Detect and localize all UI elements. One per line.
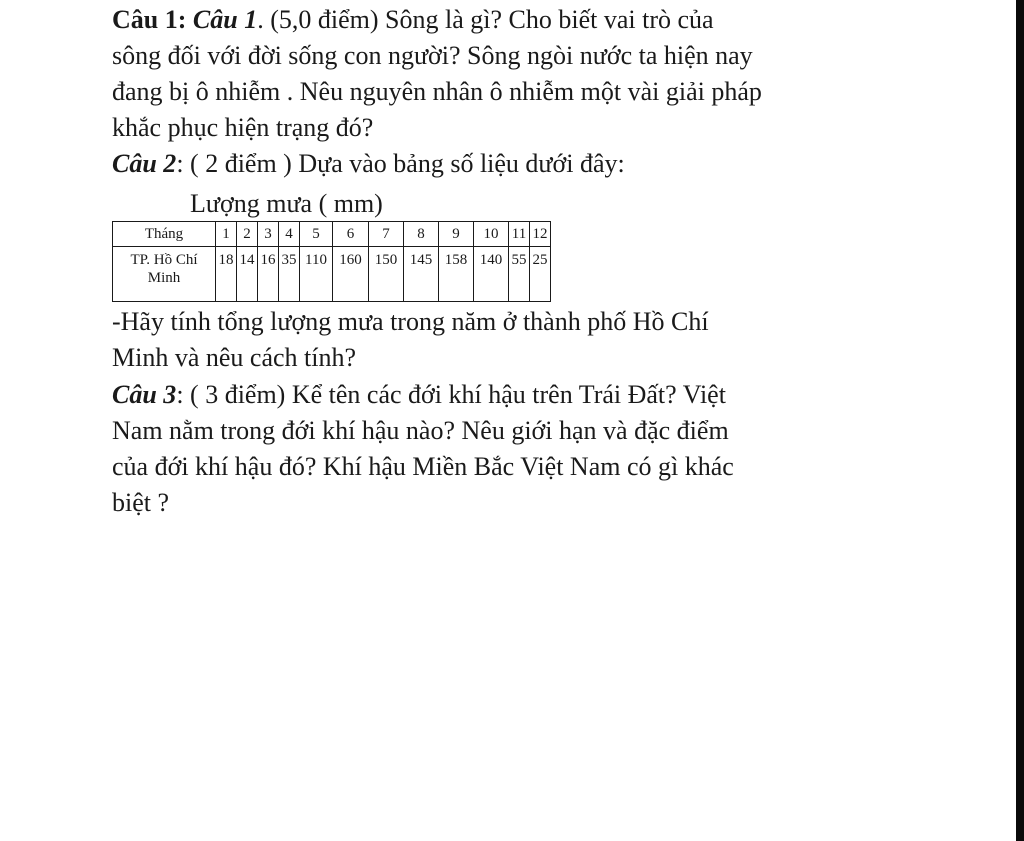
rainfall-value-cell: 140 xyxy=(474,247,509,302)
question-2-task-line-2: Minh và nêu cách tính? xyxy=(112,343,357,372)
rainfall-value-cell: 55 xyxy=(509,247,530,302)
rainfall-table xyxy=(112,221,551,302)
rainfall-value-cell: 150 xyxy=(369,247,404,302)
question-1-line-2: sông đối với đời sống con người? Sông ngòi nước ta hiện nay xyxy=(112,41,753,70)
question-2-line-1: Câu 2: ( 2 điểm ) Dựa vào bảng số liệu dưới đây: xyxy=(112,149,625,178)
question-3-line-3: của đới khí hậu đó? Khí hậu Miền Bắc Việt Nam có gì khác xyxy=(112,452,734,481)
month-cell: 12 xyxy=(530,222,551,247)
month-cell: 1 xyxy=(216,222,237,247)
question-3-line-4: biệt ? xyxy=(112,488,170,517)
header-label-cell: Tháng xyxy=(113,222,216,247)
month-cell: 2 xyxy=(237,222,258,247)
question-1-label-italic: Câu 1 xyxy=(192,5,258,34)
screen-edge-bar xyxy=(1016,0,1024,841)
month-cell: 7 xyxy=(369,222,404,247)
rainfall-value-cell: 14 xyxy=(237,247,258,302)
rainfall-value-cell: 158 xyxy=(439,247,474,302)
question-1-line-3: đang bị ô nhiễm . Nêu nguyên nhân ô nhiễm một vài giải pháp xyxy=(112,77,762,106)
question-2-task-line-1: -Hãy tính tổng lượng mưa trong năm ở thành phố Hồ Chí xyxy=(112,307,709,336)
month-cell: 11 xyxy=(509,222,530,247)
month-cell: 4 xyxy=(279,222,300,247)
row-label-cell: TP. Hồ Chí Minh xyxy=(113,247,216,302)
month-cell: 3 xyxy=(258,222,279,247)
table-header-row xyxy=(113,222,551,247)
month-cell: 10 xyxy=(474,222,509,247)
table-data-row xyxy=(113,247,551,302)
question-1-line-4: khắc phục hiện trạng đó? xyxy=(112,113,374,142)
question-3-line-2: Nam nằm trong đới khí hậu nào? Nêu giới hạn và đặc điểm xyxy=(112,416,729,445)
table-caption: Lượng mưa ( mm) xyxy=(190,189,383,218)
rainfall-value-cell: 16 xyxy=(258,247,279,302)
rainfall-value-cell: 110 xyxy=(300,247,333,302)
month-cell: 8 xyxy=(404,222,439,247)
question-2-label: Câu 2 xyxy=(112,149,177,178)
question-3-label: Câu 3 xyxy=(112,380,177,409)
month-cell: 6 xyxy=(333,222,369,247)
question-1-label: Câu 1: xyxy=(112,5,187,34)
month-cell: 9 xyxy=(439,222,474,247)
rainfall-value-cell: 160 xyxy=(333,247,369,302)
rainfall-value-cell: 35 xyxy=(279,247,300,302)
rainfall-value-cell: 18 xyxy=(216,247,237,302)
rainfall-value-cell: 145 xyxy=(404,247,439,302)
question-1-line-1: Câu 1: Câu 1. (5,0 điểm) Sông là gì? Cho biết vai trò của xyxy=(112,5,714,34)
month-cell: 5 xyxy=(300,222,333,247)
rainfall-value-cell: 25 xyxy=(530,247,551,302)
question-3-line-1: Câu 3: ( 3 điểm) Kể tên các đới khí hậu trên Trái Đất? Việt xyxy=(112,380,726,409)
